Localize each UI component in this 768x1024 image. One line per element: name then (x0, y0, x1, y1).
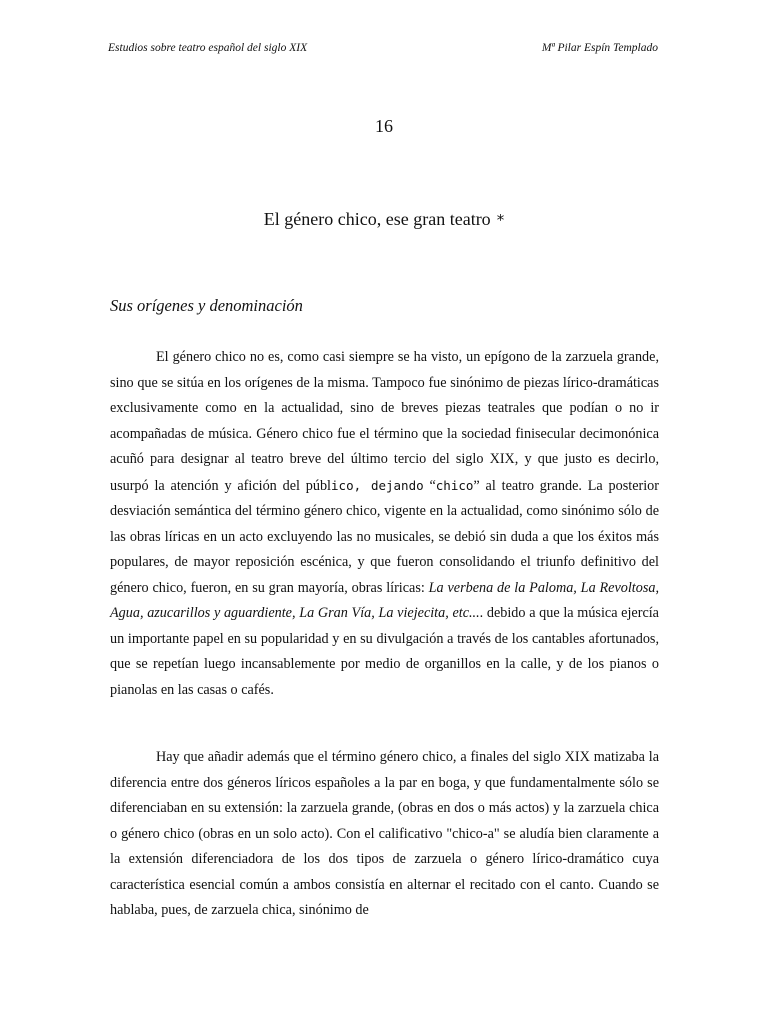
section-heading: Sus orígenes y denominación (110, 296, 303, 315)
paragraph-text: . debido a que la música ejercía un importante papel en su popularidad y en su divulgación a través de los cantables afortunados, que se repetían luego incansablemente por medio de organillos en la calle, y de los pianos o pianolas en las casas o cafés. (110, 605, 659, 698)
paragraph-text-mono: ico, dejando (331, 477, 424, 493)
paragraph-text: El género chico no es, como casi siempre se ha visto, un epígono de la zarzuela grande, sino que se sitúa en los orígenes de la misma. Tampoco fue sinónimo de piezas lírico-dramáticas exclusivamente como en la actualidad, sino de breves piezas teatrales que podían o no ir acompañadas de música. Género chico fue el término que la sociedad finisecular decimonónica acuñó para designar al teatro breve del último tercio del siglo XIX, y que justo es decirlo, usurpó la atención y afición del públ (110, 349, 659, 494)
body-paragraph: Hay que añadir además que el término género chico, a finales del siglo XIX matizaba la diferencia entre dos géneros líricos españoles a la par en boga, y que fundamentalmente sólo se diferenciaban en su extensión: la zarzuela grande, (obras en dos o más actos) y la zarzuela chica o género chico (obras en un solo acto). Con el calificativo "chico-a" se aludía bien claramente a la extensión diferenciadora de los dos tipos de zarzuela o género lírico-dramático cuya característica esencial común a ambos consistía en alternar el recitado con el canto. Cuando se hablaba, pues, de zarzuela chica, sinónimo de (110, 749, 659, 918)
paragraph-text: ” al teatro grande. La posterior desviación semántica del término género chico, vigente en la actualidad, como sinónimo sólo de las obras líricas en un acto excluyendo las no musicales, se debió sin duda a que los éxitos más populares, de mayor reposición escénica, y que fueron consolidando el triunfo definitivo del género chico, fueron, en su gran mayoría, obras líricas: (110, 477, 659, 596)
paragraph-text-mono: chico (435, 477, 474, 493)
italic-work-titles: La verbena de la Paloma, La Revoltosa, Agua, azucarillos y aguardiente, La Gran Vía, La viejecita, etc... (110, 579, 660, 621)
running-header-author: Mª Pilar Espín Templado (541, 42, 658, 54)
running-header-title: Estudios sobre teatro español del siglo XIX (108, 42, 308, 54)
chapter-title (0, 209, 768, 230)
footnote-asterisk: * (496, 211, 505, 229)
page-number (0, 116, 768, 137)
page-number-text: 16 (375, 116, 393, 136)
body-paragraph (110, 345, 659, 703)
paragraph-text: “ (423, 477, 436, 494)
chapter-title-text: El género chico, ese gran teatro (263, 209, 491, 229)
